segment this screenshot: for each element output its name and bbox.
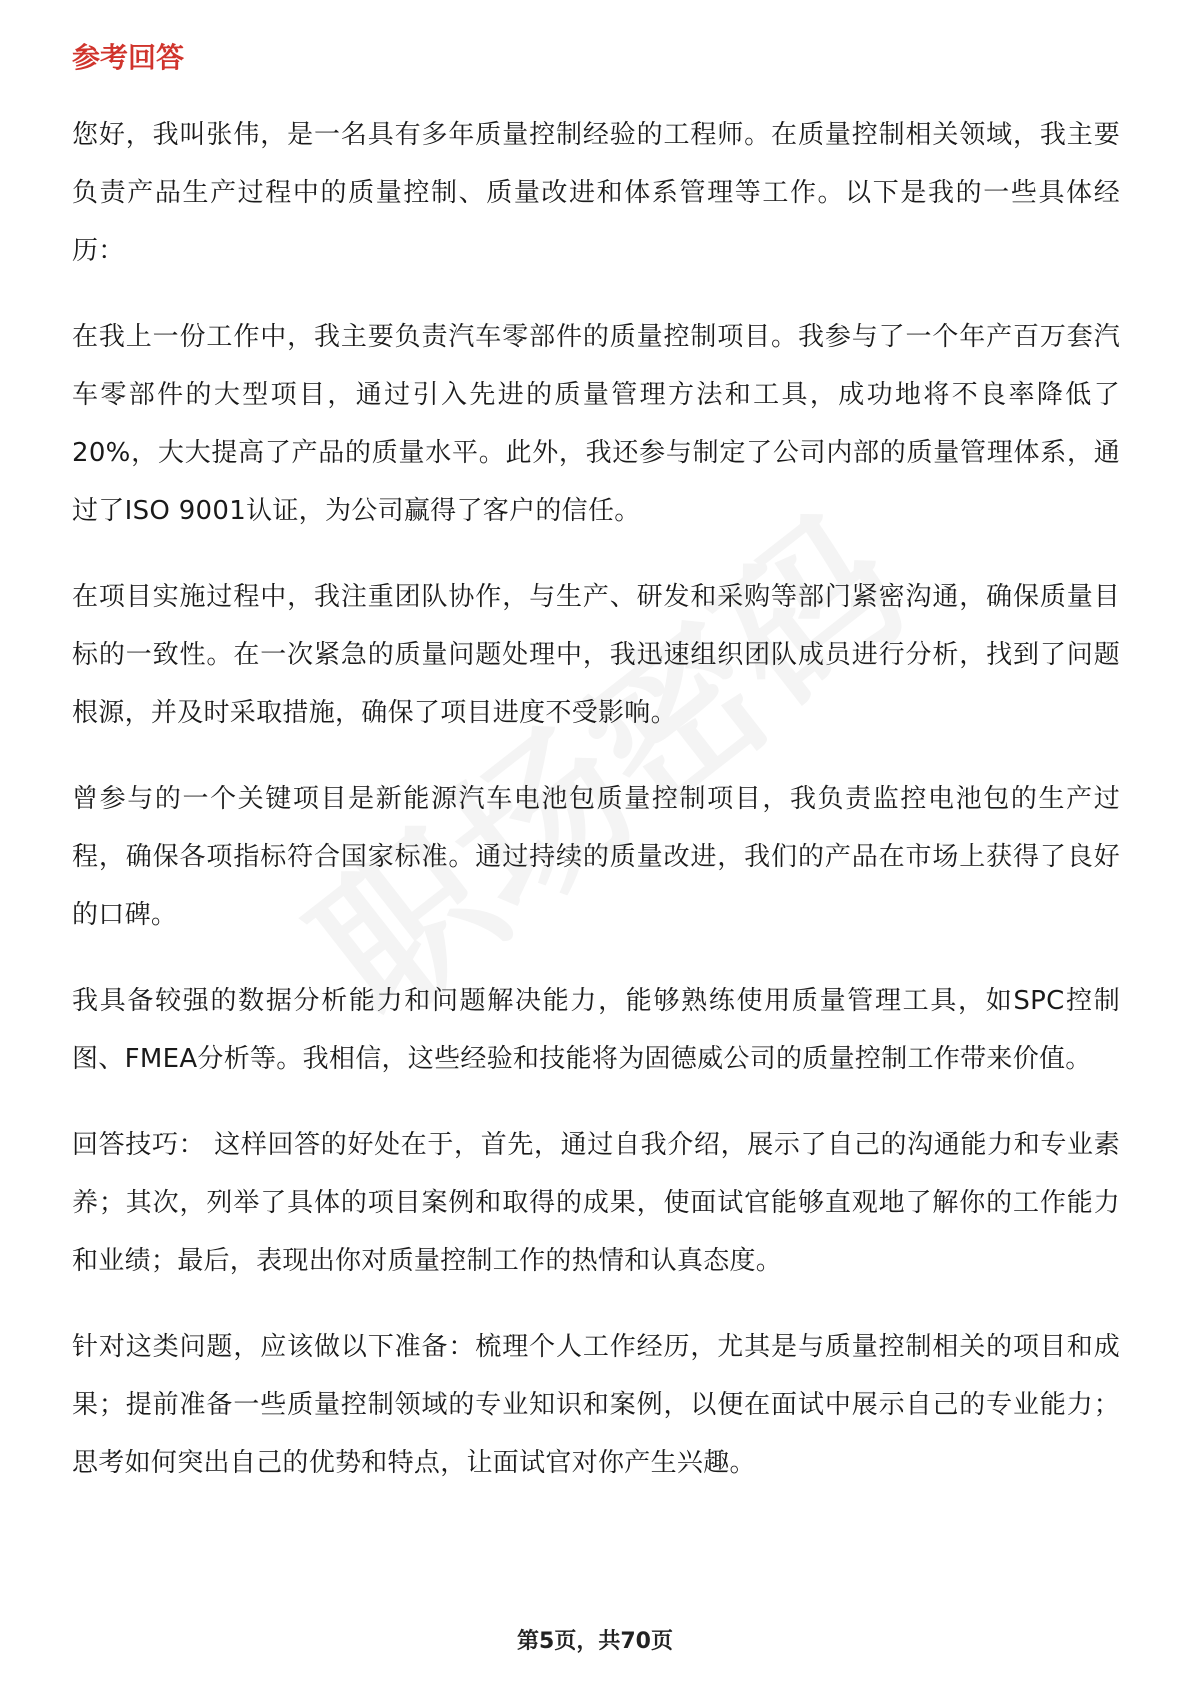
preparation-paragraph: 针对这类问题，应该做以下准备：梳理个人工作经历，尤其是与质量控制相关的项目和成果；提前准备一些质量控制领域的专业知识和案例，以便在面试中展示自己的专业能力；思考如何突出自己的优势和特点，让面试官对你产生兴趣。 (72, 1332, 1120, 1479)
answer-paragraph-3: 在项目实施过程中，我注重团队协作，与生产、研发和采购等部门紧密沟通，确保质量目标的一致性。在一次紧急的质量问题处理中，我迅速组织团队成员进行分析，找到了问题根源，并及时采取措施，确保了项目进度不受影响。 (72, 582, 1120, 729)
tips-paragraph: 回答技巧： 这样回答的好处在于，首先，通过自我介绍，展示了自己的沟通能力和专业素养；其次，列举了具体的项目案例和取得的成果，使面试官能够直观地了解你的工作能力和业绩；最后，表现出你对质量控制工作的热情和认真态度。 (72, 1130, 1120, 1277)
page-number: 第5页，共70页 (517, 1629, 673, 1654)
answer-paragraph-2: 在我上一份工作中，我主要负责汽车零部件的质量控制项目。我参与了一个年产百万套汽车零部件的大型项目，通过引入先进的质量管理方法和工具，成功地将不良率降低了20%，大大提高了产品的质量水平。此外，我还参与制定了公司内部的质量管理体系，通过了ISO 9001认证，为公司赢得了客户的信任。 (72, 322, 1120, 527)
document-page (72, 40, 1120, 1520)
answer-paragraph-5: 我具备较强的数据分析能力和问题解决能力，能够熟练使用质量管理工具，如SPC控制图、FMEA分析等。我相信，这些经验和技能将为固德威公司的质量控制工作带来价值。 (72, 986, 1120, 1075)
section-heading: 参考回答 (72, 41, 185, 74)
answer-paragraph-4: 曾参与的一个关键项目是新能源汽车电池包质量控制项目，我负责监控电池包的生产过程，确保各项指标符合国家标准。通过持续的质量改进，我们的产品在市场上获得了良好的口碑。 (72, 784, 1120, 931)
answer-paragraph-1: 您好，我叫张伟，是一名具有多年质量控制经验的工程师。在质量控制相关领域，我主要负责产品生产过程中的质量控制、质量改进和体系管理等工作。以下是我的一些具体经历： (72, 120, 1120, 267)
